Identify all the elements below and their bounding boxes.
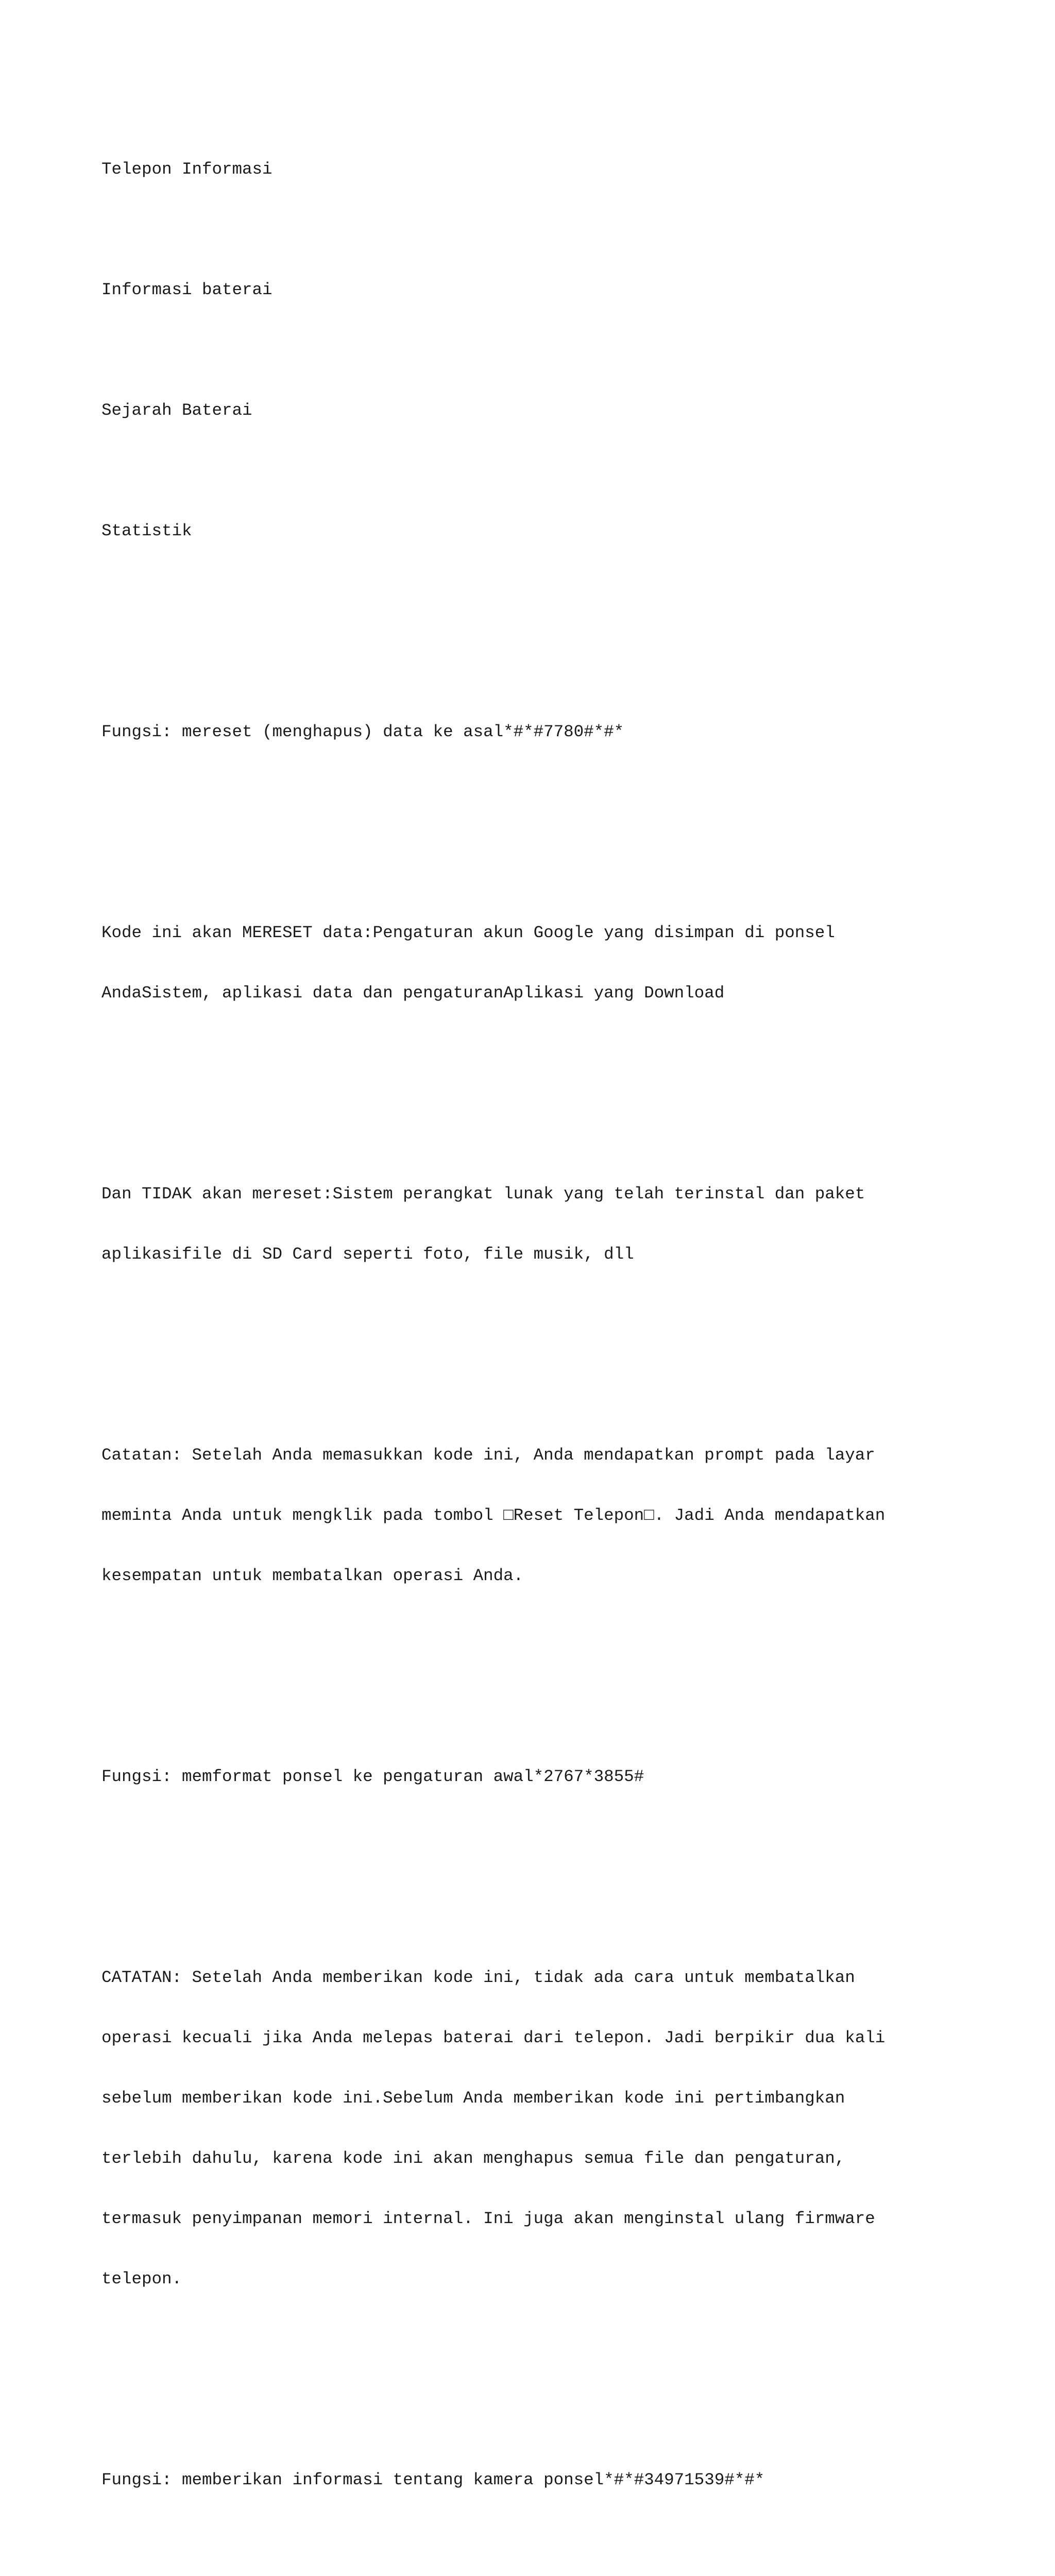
reset-note-line-3: kesempatan untuk membatalkan operasi Anda. bbox=[101, 1566, 524, 1585]
format-note-line-6: telepon. bbox=[101, 2269, 182, 2289]
format-function-line: Fungsi: memformat ponsel ke pengaturan awal*2767*3855# bbox=[101, 1767, 644, 1786]
reset-note-line-2: meminta Anda untuk mengklik pada tombol □Reset Telepon□. Jadi Anda mendapatkan bbox=[101, 1506, 886, 1525]
intro-item-statistics: Statistik bbox=[101, 521, 192, 540]
reset-will-reset-line-2: AndaSistem, aplikasi data dan pengaturanAplikasi yang Download bbox=[101, 984, 725, 1003]
reset-function-line: Fungsi: mereset (menghapus) data ke asal*#*#7780#*#* bbox=[101, 722, 624, 741]
reset-note-line-1: Catatan: Setelah Anda memasukkan kode ini, Anda mendapatkan prompt pada layar bbox=[101, 1446, 875, 1465]
reset-will-not-reset-line-1: Dan TIDAK akan mereset:Sistem perangkat lunak yang telah terinstal dan paket bbox=[101, 1184, 865, 1204]
format-note-line-2: operasi kecuali jika Anda melepas baterai dari telepon. Jadi berpikir dua kali bbox=[101, 2028, 886, 2047]
format-note-line-4: terlebih dahulu, karena kode ini akan menghapus semua file dan pengaturan, bbox=[101, 2149, 845, 2168]
intro-item-battery-info: Informasi baterai bbox=[101, 280, 273, 299]
format-note-line-5: termasuk penyimpanan memori internal. Ini juga akan menginstal ulang firmware bbox=[101, 2209, 875, 2228]
reset-will-not-reset-line-2: aplikasifile di SD Card seperti foto, file musik, dll bbox=[101, 1245, 634, 1264]
intro-item-phone-info: Telepon Informasi bbox=[101, 160, 273, 179]
document-page bbox=[101, 99, 977, 2576]
reset-will-reset-line-1: Kode ini akan MERESET data:Pengaturan akun Google yang disimpan di ponsel bbox=[101, 923, 835, 942]
format-note-line-1: CATATAN: Setelah Anda memberikan kode ini, tidak ada cara untuk membatalkan bbox=[101, 1968, 855, 1987]
camera-function-line: Fungsi: memberikan informasi tentang kamera ponsel*#*#34971539#*#* bbox=[101, 2470, 765, 2489]
format-note-line-3: sebelum memberikan kode ini.Sebelum Anda memberikan kode ini pertimbangkan bbox=[101, 2089, 845, 2108]
intro-item-battery-history: Sejarah Baterai bbox=[101, 401, 252, 420]
